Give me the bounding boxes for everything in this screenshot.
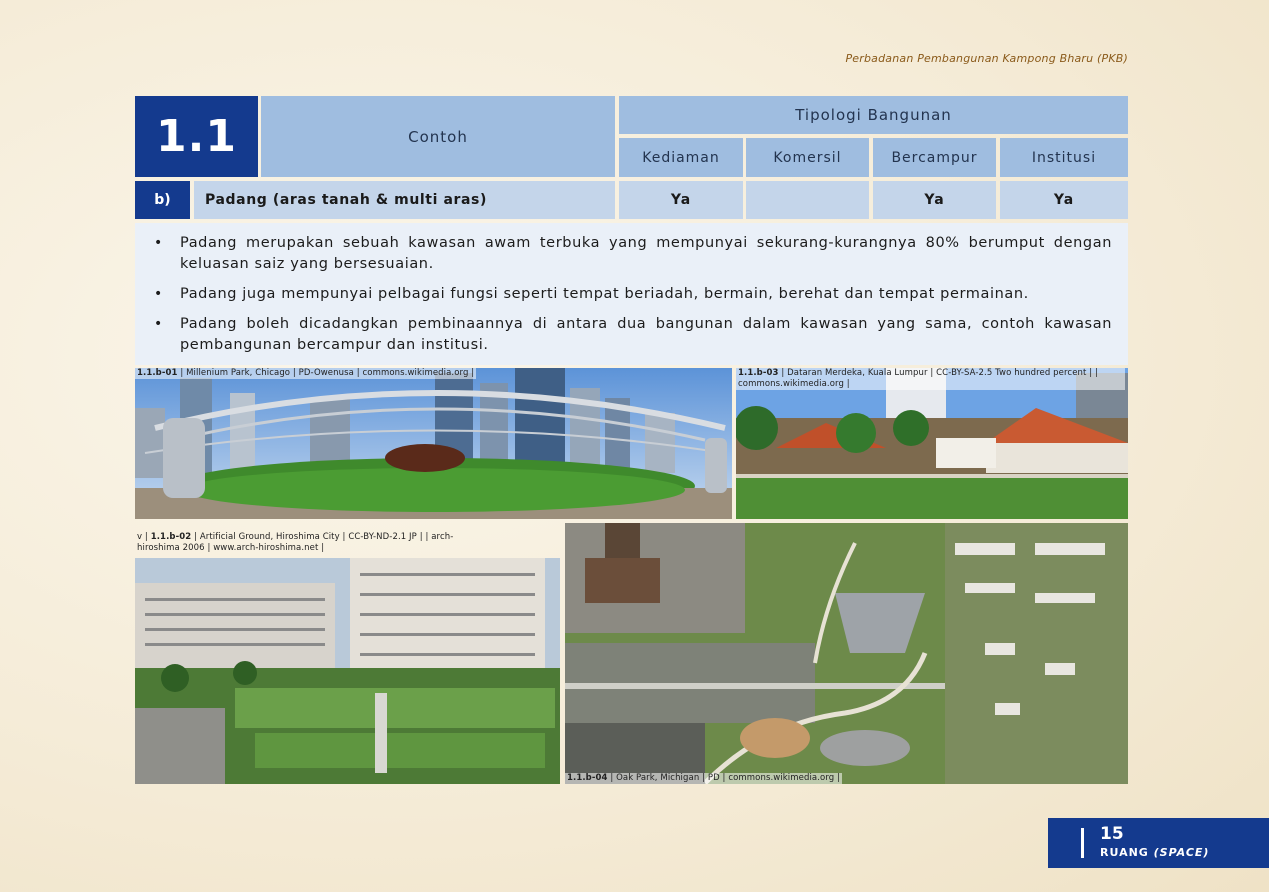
footer-divider	[1081, 828, 1084, 858]
example-header: Contoh	[261, 96, 615, 177]
value-bercampur: Ya	[873, 181, 996, 219]
item-letter: b)	[135, 181, 190, 219]
page-footer-badge	[1048, 818, 1269, 868]
organization-name: Perbadanan Pembangunan Kampong Bharu (PKB)	[845, 52, 1128, 65]
caption-prefix: v |	[137, 532, 148, 542]
caption-text: | Dataran Merdeka, Kuala Lumpur | CC-BY-SA-2.5 Two hundred percent | | commons.wikimedia.org |	[738, 368, 1098, 389]
caption-code: 1.1.b-04	[567, 773, 608, 783]
millenium-park-image	[135, 368, 732, 519]
photo-dataran-merdeka	[736, 368, 1128, 519]
photo-oak-park	[565, 523, 1128, 784]
type-institusi: Institusi	[1000, 138, 1128, 177]
caption-code: 1.1.b-02	[150, 532, 192, 542]
description-item: • Padang merupakan sebuah kawasan awam terbuka yang mempunyai sekurang-kurangnya 80% berumput dengan keluasan saiz yang bersesuaian.	[180, 233, 1112, 275]
type-komersil: Komersil	[746, 138, 869, 177]
type-bercampur: Bercampur	[873, 138, 996, 177]
type-kediaman: Kediaman	[619, 138, 743, 177]
caption-text: | Artificial Ground, Hiroshima City | CC-BY-ND-2.1 JP | | arch-hiroshima 2006 | www.arch-hiroshima.net |	[137, 532, 454, 553]
photo-caption	[135, 532, 469, 554]
photo-hiroshima	[135, 558, 560, 784]
section-code: 1.1	[135, 96, 258, 177]
caption-code: 1.1.b-03	[738, 368, 779, 378]
caption-text: | Oak Park, Michigan | PD | commons.wikimedia.org |	[610, 773, 841, 783]
oak-park-image	[565, 523, 1128, 784]
photo-caption	[736, 368, 1125, 390]
caption-text: | Millenium Park, Chicago | PD-Owenusa | commons.wikimedia.org |	[180, 368, 475, 378]
typology-header: Tipologi Bangunan	[619, 96, 1128, 134]
description-item: • Padang juga mempunyai pelbagai fungsi seperti tempat beriadah, bermain, berehat dan tempat permainan.	[180, 284, 1112, 305]
value-kediaman: Ya	[619, 181, 743, 219]
value-institusi: Ya	[1000, 181, 1128, 219]
description-item: • Padang boleh dicadangkan pembinaannya di antara dua bangunan dalam kawasan yang sama, contoh kawasan pembangunan bercampur dan institusi.	[180, 314, 1112, 356]
hiroshima-image	[135, 558, 560, 784]
description-list	[180, 233, 1112, 356]
photo-caption	[565, 773, 842, 784]
item-title: Padang (aras tanah & multi aras)	[194, 181, 615, 219]
section-name-en: (SPACE)	[1153, 846, 1210, 859]
description-box	[135, 223, 1128, 365]
photo-millenium-park	[135, 368, 732, 519]
section-label	[1100, 846, 1209, 859]
dataran-merdeka-image	[736, 368, 1128, 519]
page-number: 15	[1100, 824, 1124, 844]
section-name: RUANG	[1100, 846, 1149, 859]
caption-code: 1.1.b-01	[137, 368, 178, 378]
value-komersil	[746, 181, 869, 219]
photo-caption	[135, 368, 476, 379]
